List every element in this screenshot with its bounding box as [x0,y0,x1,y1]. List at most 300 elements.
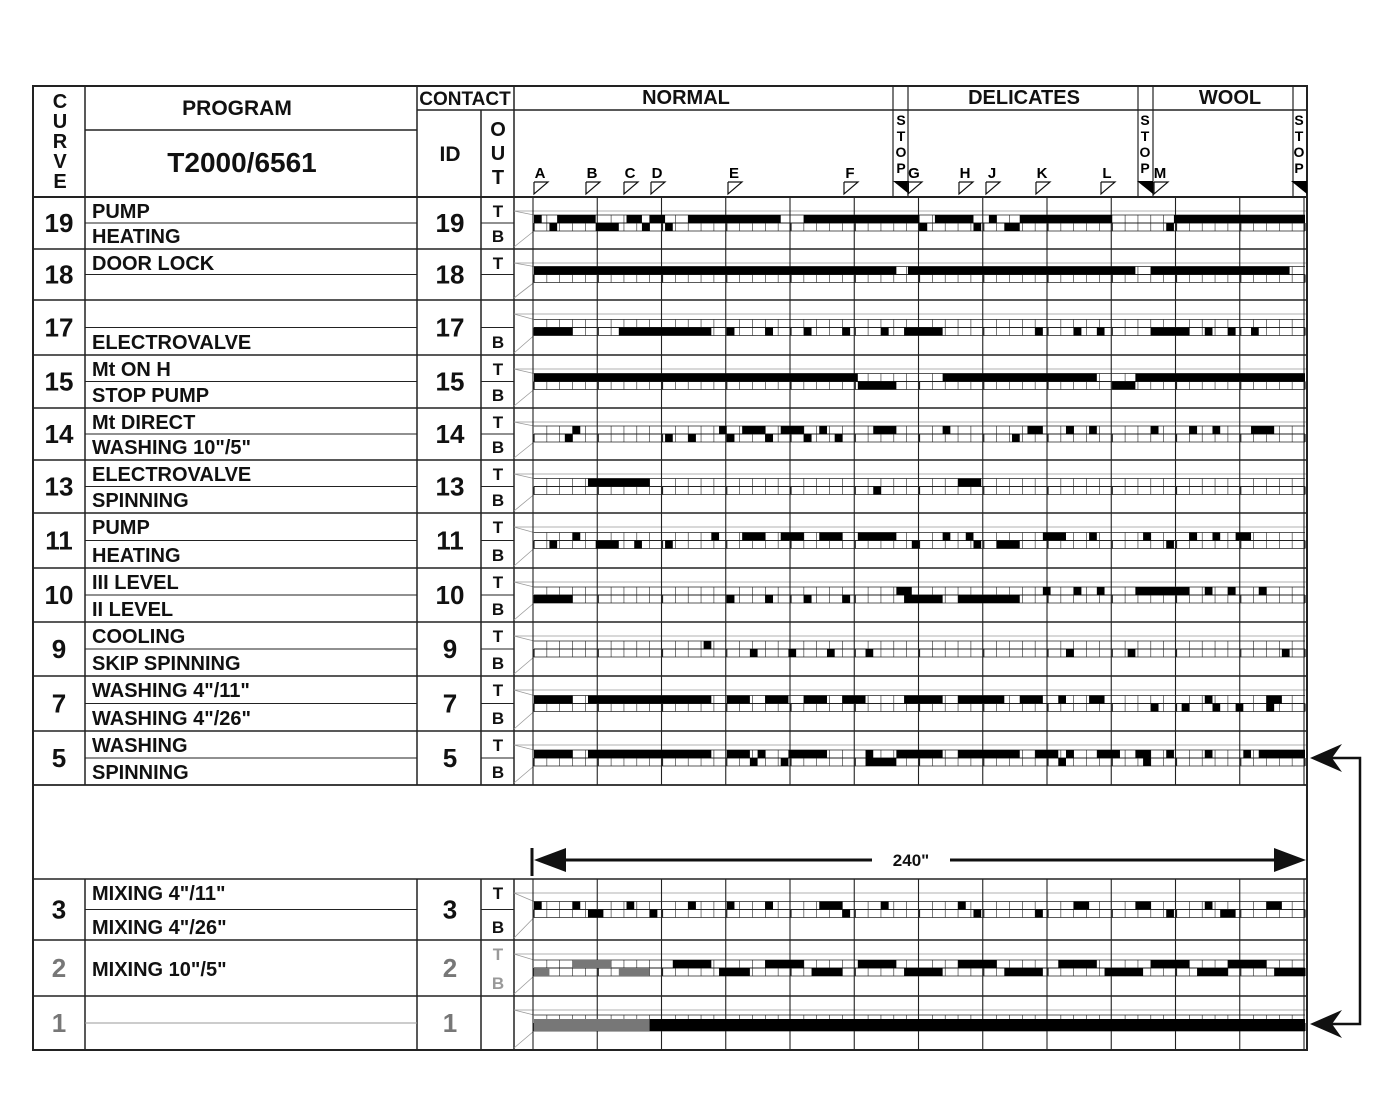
contact-id: 9 [442,634,458,664]
contact-id: 15 [435,366,465,397]
curve-number: 9 [51,634,67,664]
out-letter: T [492,736,504,755]
contact-bar [1105,968,1144,976]
program-label: WASHING 10"/5" [92,437,252,459]
contact-bar [1174,215,1305,223]
contact-bar [804,434,812,442]
contact-bar [873,426,896,434]
contact-bar [1205,696,1213,704]
contact-bar [1236,533,1251,541]
contact-bar [1027,426,1042,434]
contact-bar [1166,910,1174,918]
contact-bar [627,215,642,223]
out-letter: T [492,254,504,273]
marker-triangle-icon [651,182,665,194]
contact-bar [1089,426,1097,434]
marker-triangle-icon [959,182,973,194]
marker-a: A [534,165,546,182]
contact-bar [1066,649,1074,657]
contact-id: 11 [436,525,464,556]
out-letter: B [491,974,505,993]
contact-bar [781,758,789,766]
contact-id: 14 [435,419,465,449]
contact-bar [750,649,758,657]
row-texts [45,201,505,1038]
contact-id: 1 [442,1008,458,1038]
program-label: MIXING 10"/5" [92,959,227,981]
contact-bar [858,533,897,541]
program-label: WASHING 4"/26" [92,708,252,730]
program-label: DOOR LOCK [92,253,215,275]
stop-letter: O [1293,144,1305,160]
contact-bar [1197,968,1228,976]
contact-bar [904,696,943,704]
stop-letter: P [1294,160,1304,176]
contact-bar [596,541,619,549]
contact-bar [642,223,650,231]
out-letter: T [492,884,504,903]
contact-bar [1205,328,1213,336]
out-letter: B [491,546,505,565]
marker-j: J [987,165,997,182]
contact-bar [765,902,773,910]
program-label: PUMP [92,517,150,539]
contact-bar [573,533,581,541]
contact-bar [866,758,897,766]
marker-triangle-icon [1036,182,1050,194]
curve-header [53,91,68,193]
id-label: ID [439,143,461,166]
curve-number: 2 [51,953,67,983]
out-letter: B [491,386,505,405]
curve-number: 7 [51,688,67,719]
contact-bar [781,533,804,541]
curve-number: 1 [51,1008,67,1038]
contact-bar [904,595,943,603]
marker-triangle-icon [1101,182,1115,194]
contact-bar [1112,382,1135,390]
contact-bar [973,910,981,918]
out-letter: T [492,202,504,221]
stop-letter: O [895,144,907,160]
contact-bar [819,902,842,910]
contact-bar [719,426,727,434]
contact-bar [1166,541,1174,549]
contact-bar [1189,533,1197,541]
contact-bar [588,910,603,918]
marker-triangle-icon [1154,182,1168,194]
contact-bar [727,696,750,704]
contact-bar [819,426,827,434]
marker-triangle-icon [534,182,548,194]
contact-id: 19 [435,208,465,238]
out-letter: B [491,438,505,457]
contact-bar [958,595,1020,603]
contact-bar [1143,533,1151,541]
curve-number: 11 [45,525,73,556]
contact-bar [750,758,758,766]
out-letter: T [492,518,504,537]
curve-number: 3 [51,894,67,925]
contact-bar [665,541,673,549]
contact-bar [1236,704,1244,712]
out-letter: O [490,119,506,141]
contact-bar [765,696,788,704]
contact-bar [896,587,911,595]
contact-bar [1089,533,1097,541]
contact-bar [1135,750,1150,758]
contact-bar [904,968,943,976]
contact-bar [958,902,966,910]
contact-bar [881,328,889,336]
curve-number: 13 [44,471,74,502]
contact-bar [904,328,943,336]
contact-bar [1259,587,1267,595]
contact-bar [549,541,557,549]
stop-letter: P [896,160,906,176]
contact-id: 5 [442,743,458,773]
contact-bar [842,595,850,603]
marker-triangle-icon [986,182,1000,194]
contact-bar [1166,223,1174,231]
contact-bar [1205,902,1213,910]
contact-id: 3 [442,894,458,925]
contact-bar [727,434,735,442]
contact-bar [719,968,750,976]
curve-letter: C [52,91,68,113]
contact-bar [765,960,804,968]
contact-bar [665,223,673,231]
marker-d: D [651,165,663,182]
out-letter: B [491,227,505,246]
contact-bar [534,902,542,910]
loop-arrow [1310,744,1360,1038]
stop-letter: T [896,128,906,144]
contact-bar [1066,426,1074,434]
contact-bar [1074,328,1082,336]
contact-bar [997,541,1020,549]
contact-bar [534,328,573,336]
contact-bar [557,215,596,223]
contact-bar [1151,267,1290,275]
contact-bar [1259,750,1305,758]
contact-bar [1012,434,1020,442]
contact-bar [665,434,673,442]
contact-bar [627,902,635,910]
contact-bar [742,426,765,434]
marker-triangle-icon [844,182,858,194]
step-markers [534,165,1168,194]
contact-bar [1058,696,1066,704]
marker-c: C [624,165,636,182]
contact-bar [804,595,812,603]
contact-bar [1035,328,1043,336]
contact-bar [1043,587,1051,595]
contact-id: 7 [442,688,458,719]
contact-bar [943,426,951,434]
out-letter: U [490,143,506,165]
contact-bar [881,902,889,910]
contact-bar [534,595,573,603]
contact-bar [673,960,712,968]
contact-bar [1135,902,1150,910]
contact-bar [842,328,850,336]
contact-bar [1004,968,1043,976]
marker-g: G [908,165,920,182]
contact-bar [1135,587,1189,595]
stop-letter: S [896,112,906,128]
contact-bar [1182,704,1190,712]
contact-bar [727,902,735,910]
contact-bar [908,267,1135,275]
out-letter: B [491,600,505,619]
stop-letter: T [1140,128,1150,144]
contact-bar [1097,328,1105,336]
contact-bar [1135,374,1305,382]
curve-number: 14 [44,419,74,449]
marker-e: E [728,165,740,182]
contact-bar [1266,704,1274,712]
contact-bar [619,968,650,976]
contact-bar [958,960,997,968]
marker-triangle-icon [908,182,922,194]
contact-bar [1151,328,1190,336]
contact-bar [1228,328,1236,336]
program-label: ELECTROVALVE [92,332,252,354]
program-label: COOLING [92,626,186,648]
program-label: HEATING [92,226,181,248]
out-letter: T [491,167,505,189]
program-label: Mt ON H [92,359,171,381]
out-letter: T [492,360,504,379]
contact-id: 10 [435,580,465,610]
program-label: PUMP [92,201,150,223]
curve-number: 5 [51,743,67,773]
contact-bar [935,215,974,223]
program-label: HEATING [92,545,181,567]
contact-bar [1074,902,1089,910]
duration-arrow [532,848,1306,876]
out-letter: B [491,763,505,782]
contact-bar [534,374,858,382]
contact-bar [534,750,573,758]
program-label: MIXING 4"/11" [92,883,226,905]
contact-bar [588,696,711,704]
out-letter: T [492,681,504,700]
contact-bar [1074,587,1082,595]
contact-bar [1212,704,1220,712]
contact-bar [1151,426,1159,434]
contact-bar [534,215,542,223]
contact-bar [596,223,619,231]
contact-bar [549,223,557,231]
section-normal: NORMAL [642,87,730,109]
contact-bar [1035,910,1043,918]
contact-bar [573,426,581,434]
out-letter: T [492,627,504,646]
contact-bar [788,750,827,758]
contact-bar [1205,587,1213,595]
stop-triangle-icon [1137,181,1153,194]
contact-bar [1143,758,1151,766]
contact-bar [912,541,920,549]
contact-bar [973,541,981,549]
contact-bar [534,267,896,275]
contact-bar [943,374,1097,382]
curve-letter: R [52,131,68,153]
out-letter: B [491,333,505,352]
contact-bar [812,968,843,976]
stop-letter: S [1294,112,1304,128]
program-label: WASHING [92,735,188,757]
contact-bar [1228,587,1236,595]
contact-bar [896,750,942,758]
contact-bar [1266,696,1281,704]
contact-bar [858,382,897,390]
contact-bar [758,750,766,758]
contact-bar [804,328,812,336]
contact-bar [1058,758,1066,766]
stop-triangle-icon [893,181,909,194]
contact-bar [727,595,735,603]
contact-bar [573,902,581,910]
contact-id: 2 [442,953,458,983]
out-letter: B [491,918,505,937]
contact-bar [688,215,781,223]
contact-bar [727,328,735,336]
contact-bar [1066,750,1074,758]
marker-b: B [586,165,598,182]
contact-bar [711,533,719,541]
contact-bar [858,960,897,968]
out-header [490,119,506,189]
contact-bar [688,902,696,910]
contact-bar [973,223,981,231]
contact-bar [920,223,928,231]
contact-bar [873,487,881,495]
contact-bar [573,960,612,968]
stop-letter: P [1140,160,1150,176]
out-letter: T [492,465,504,484]
program-label: ELECTROVALVE [92,464,252,486]
curve-number: 15 [44,366,74,397]
contact-bar [1266,902,1281,910]
contact-bar [1089,696,1104,704]
contact-bar [650,910,658,918]
contact-bar [688,434,696,442]
curve-number: 19 [44,208,74,238]
out-letter: T [492,573,504,592]
contact-label: CONTACT [419,89,511,110]
duration-label: 240" [892,851,930,870]
marker-triangle-icon [728,182,742,194]
contact-id: 18 [435,259,465,290]
contact-bar [866,750,874,758]
curve-number: 17 [44,312,74,343]
curve-letter: E [53,171,67,193]
contact-bar [958,750,1020,758]
marker-h: H [959,165,971,182]
contact-bar [650,215,665,223]
marker-k: K [1036,165,1048,182]
contact-bar [989,215,997,223]
contact-bar [1243,750,1251,758]
contact-bar [804,696,827,704]
program-code: T2000/6561 [167,147,317,178]
program-label: WASHING 4"/11" [92,680,250,702]
contact-bar [1020,215,1113,223]
program-label: MIXING 4"/26" [92,917,227,939]
contact-bar [727,750,750,758]
out-letter: T [492,945,504,964]
contact-bar [1151,960,1190,968]
curve-number: 10 [44,580,74,610]
marker-triangle-icon [586,182,600,194]
marker-triangle-icon [624,182,638,194]
out-letter: T [492,413,504,432]
contact-bar [1205,750,1213,758]
contact-bar [619,328,712,336]
curve-letter: V [53,151,67,173]
marker-m: M [1153,165,1167,182]
program-label: STOP PUMP [92,385,210,407]
contact-bar [819,533,842,541]
contact-bar [634,541,642,549]
contact-bar [1128,649,1136,657]
contact-bar [1097,750,1120,758]
contact-bar [788,649,796,657]
contact-bar [588,750,711,758]
contact-bar [1228,960,1267,968]
stop-letter: T [1294,128,1304,144]
marker-f: F [845,165,855,182]
section-delicates: DELICATES [968,87,1080,109]
curve-letter: U [52,111,68,133]
contact-bar [1251,328,1259,336]
contact-bar [835,434,843,442]
contact-bar [966,533,974,541]
contact-bar [827,649,835,657]
contact-bar [565,434,573,442]
contact-bar [1151,704,1159,712]
contact-bar [958,479,981,487]
out-letter: B [491,709,505,728]
contact-bar [704,641,712,649]
contact-bar [1212,426,1220,434]
contact-bar [1004,223,1019,231]
contact-bar [781,426,804,434]
contact-bar [742,533,765,541]
program-label: III LEVEL [92,572,179,594]
program-label: II LEVEL [92,599,174,621]
stop-markers [893,112,1307,194]
contact-bar [765,434,773,442]
contact-bar [588,479,650,487]
program-label: SPINNING [92,490,189,512]
contact-id: 13 [435,471,465,502]
contact-bar [1020,696,1043,704]
program-label: Mt DIRECT [92,412,196,434]
contact-bar [1097,587,1105,595]
contact-bar [958,696,1004,704]
contact-bar [765,595,773,603]
contact-bar [866,649,874,657]
stop-letter: S [1140,112,1150,128]
contact-bar [1282,649,1290,657]
contact-bar [1058,960,1097,968]
contact-bar [1274,968,1305,976]
program-label: SKIP SPINNING [92,653,241,675]
